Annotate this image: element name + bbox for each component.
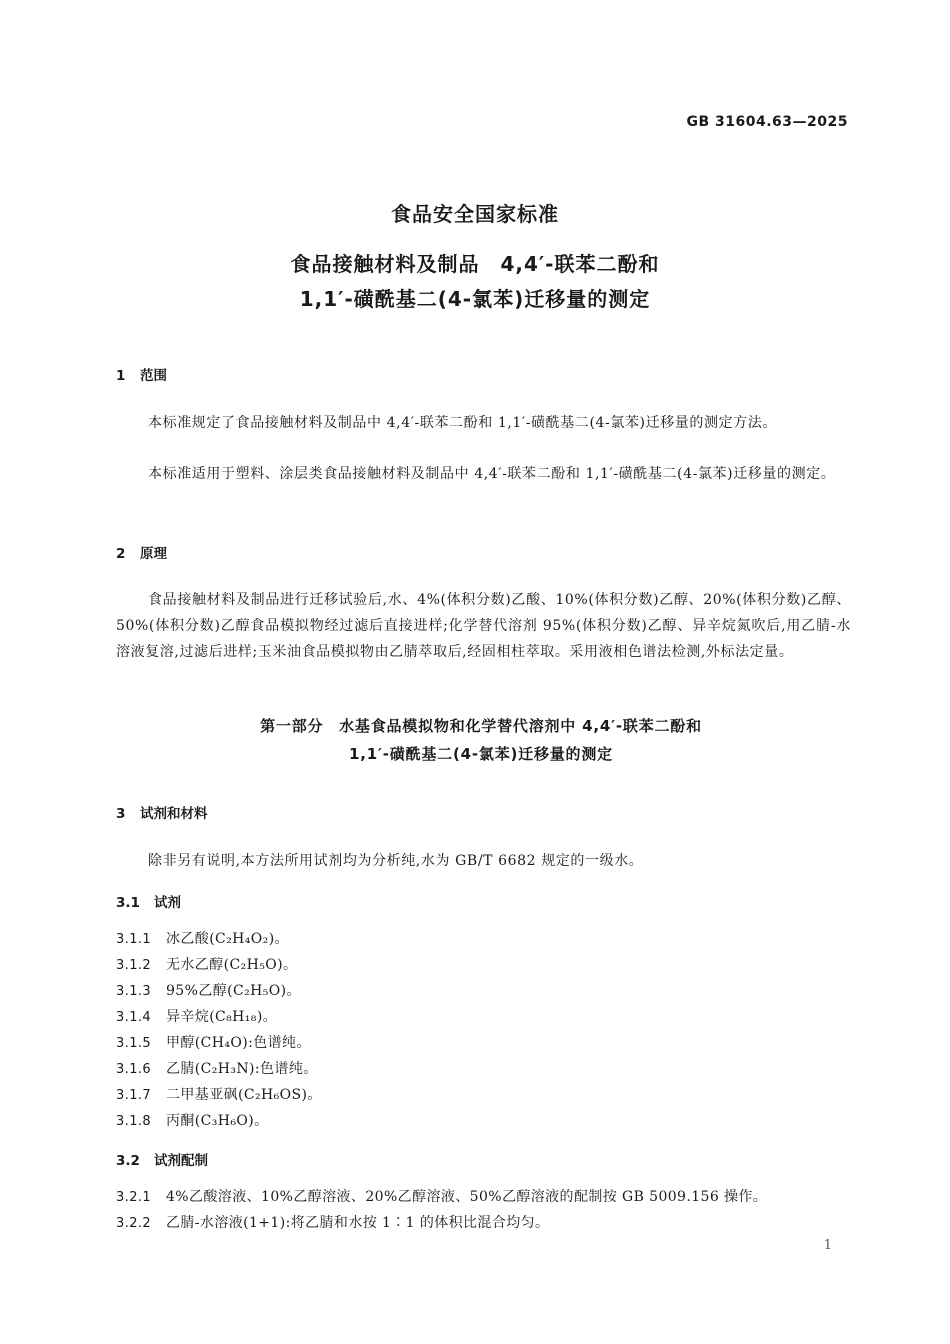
item-number: 3.1.4 xyxy=(116,1010,152,1025)
section-1-paragraph-2: 本标准适用于塑料、涂层类食品接触材料及制品中 4,4′-联苯二酚和 1,1′-磺酰基二(4-氯苯)迁移量的测定。 xyxy=(148,466,836,482)
subsection-3-2-heading xyxy=(116,1149,208,1169)
item-number: 3.2.2 xyxy=(116,1216,152,1231)
reagent-item xyxy=(116,1084,322,1104)
document-title-line2: 1,1′-磺酰基二(4-氯苯)迁移量的测定 xyxy=(299,287,651,311)
item-number: 3.1.8 xyxy=(116,1114,152,1129)
subsection-title: 试剂 xyxy=(154,895,181,911)
subsection-title: 试剂配制 xyxy=(154,1153,208,1169)
section-2-heading xyxy=(116,542,167,562)
section-title: 试剂和材料 xyxy=(140,806,208,822)
preparation-item xyxy=(116,1212,549,1232)
section-1-paragraph-1: 本标准规定了食品接触材料及制品中 4,4′-联苯二酚和 1,1′-磺酰基二(4-氯苯)迁移量的测定方法。 xyxy=(148,415,778,431)
document-category-title: 食品安全国家标准 xyxy=(391,202,559,226)
reagent-item xyxy=(116,1058,318,1078)
item-number: 3.2.1 xyxy=(116,1190,152,1205)
part-1-title-line2: 1,1′-磺酰基二(4-氯苯)迁移量的测定 xyxy=(349,745,613,763)
page-number: 1 xyxy=(823,1238,832,1253)
reagent-item xyxy=(116,1110,269,1130)
subsection-number: 3.2 xyxy=(116,1153,140,1169)
section-3-heading xyxy=(116,802,208,822)
item-text: 异辛烷(C₈H₁₈)。 xyxy=(166,1009,278,1025)
standard-code: GB 31604.63—2025 xyxy=(686,114,848,130)
item-number: 3.1.3 xyxy=(116,984,152,999)
section-title: 范围 xyxy=(140,368,167,384)
section-title: 原理 xyxy=(140,546,167,562)
subsection-3-1-heading xyxy=(116,891,181,911)
item-text: 丙酮(C₃H₆O)。 xyxy=(166,1113,269,1129)
item-text: 95%乙醇(C₂H₅O)。 xyxy=(166,983,301,999)
reagent-item xyxy=(116,980,301,1000)
reagent-item xyxy=(116,928,289,948)
item-text: 乙腈(C₂H₃N):色谱纯。 xyxy=(166,1061,318,1077)
item-text: 乙腈-水溶液(1+1):将乙腈和水按 1∶1 的体积比混合均匀。 xyxy=(166,1215,550,1231)
section-3-paragraph-1: 除非另有说明,本方法所用试剂均为分析纯,水为 GB/T 6682 规定的一级水。 xyxy=(148,853,644,869)
section-number: 2 xyxy=(116,546,126,562)
item-text: 甲醇(CH₄O):色谱纯。 xyxy=(166,1035,311,1051)
preparation-item xyxy=(116,1186,767,1206)
section-number: 1 xyxy=(116,368,126,384)
section-1-heading xyxy=(116,364,167,384)
reagent-item xyxy=(116,954,297,974)
item-text: 冰乙酸(C₂H₄O₂)。 xyxy=(166,931,289,947)
part-1-title-line1: 第一部分 水基食品模拟物和化学替代溶剂中 4,4′-联苯二酚和 xyxy=(260,717,702,735)
document-title-line1: 食品接触材料及制品 4,4′-联苯二酚和 xyxy=(290,252,660,276)
reagent-item xyxy=(116,1006,277,1026)
item-text: 无水乙醇(C₂H₅O)。 xyxy=(166,957,298,973)
item-number: 3.1.5 xyxy=(116,1036,152,1051)
item-number: 3.1.1 xyxy=(116,932,152,947)
subsection-number: 3.1 xyxy=(116,895,140,911)
item-text: 4%乙酸溶液、10%乙醇溶液、20%乙醇溶液、50%乙醇溶液的配制按 GB 5009.156 操作。 xyxy=(166,1189,768,1205)
item-number: 3.1.7 xyxy=(116,1088,152,1103)
section-number: 3 xyxy=(116,806,126,822)
reagent-item xyxy=(116,1032,311,1052)
item-number: 3.1.6 xyxy=(116,1062,152,1077)
section-2-paragraph-1: 食品接触材料及制品进行迁移试验后,水、4%(体积分数)乙酸、10%(体积分数)乙醇、20%(体积分数)乙醇、50%(体积分数)乙醇食品模拟物经过滤后直接进样;化学替代溶剂 95%(体积分数)乙醇、异辛烷氮吹后,用乙腈-水溶液复溶,过滤后进样;玉米油食品模拟物由乙腈萃取后,经固相柱萃取。采用液相色谱法检测,外标法定量。 xyxy=(116,592,851,660)
item-text: 二甲基亚砜(C₂H₆OS)。 xyxy=(166,1087,322,1103)
item-number: 3.1.2 xyxy=(116,958,152,973)
